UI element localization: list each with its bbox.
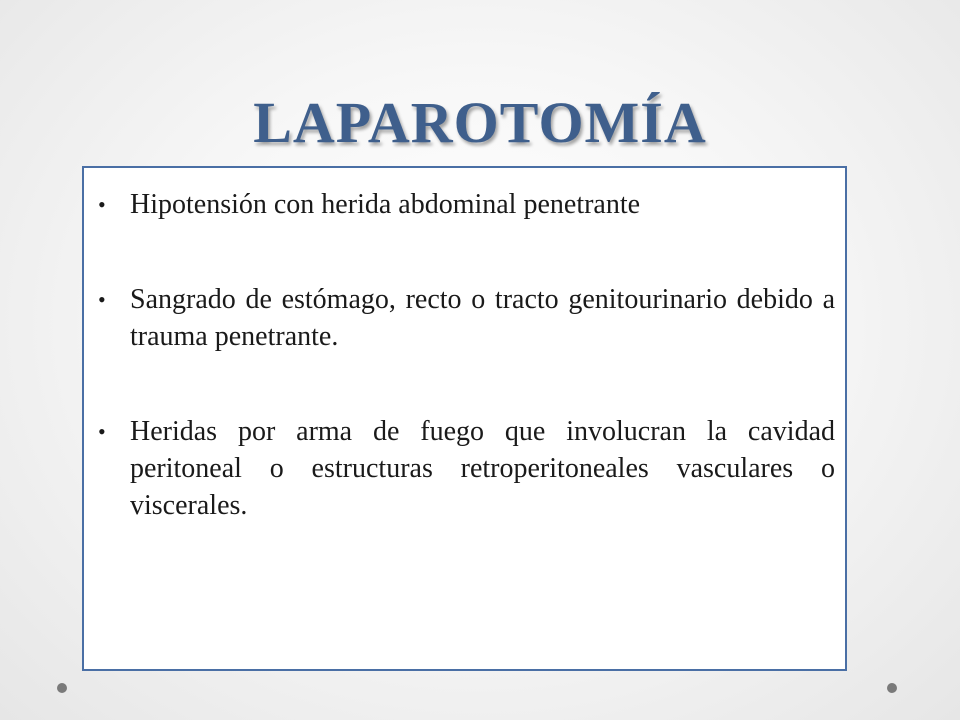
bullet-list	[84, 186, 845, 524]
bullet-text: Sangrado de estómago, recto o tracto genitourinario debido a trauma penetrante.	[130, 284, 835, 352]
bullet-icon: •	[98, 419, 106, 444]
decorative-dot-left	[57, 683, 67, 693]
content-box	[82, 166, 847, 671]
bullet-item	[84, 186, 845, 223]
bullet-item	[84, 413, 845, 524]
bullet-text: Hipotensión con herida abdominal penetrante	[130, 189, 641, 220]
bullet-icon: •	[98, 192, 106, 217]
bullet-icon: •	[98, 287, 106, 312]
slide-title: LAPAROTOMÍA	[253, 90, 707, 155]
bullet-item	[84, 281, 845, 355]
decorative-dot-right	[887, 683, 897, 693]
bullet-text: Heridas por arma de fuego que involucran la cavidad peritoneal o estructuras retroperitoneales vasculares o viscerales.	[130, 416, 835, 521]
